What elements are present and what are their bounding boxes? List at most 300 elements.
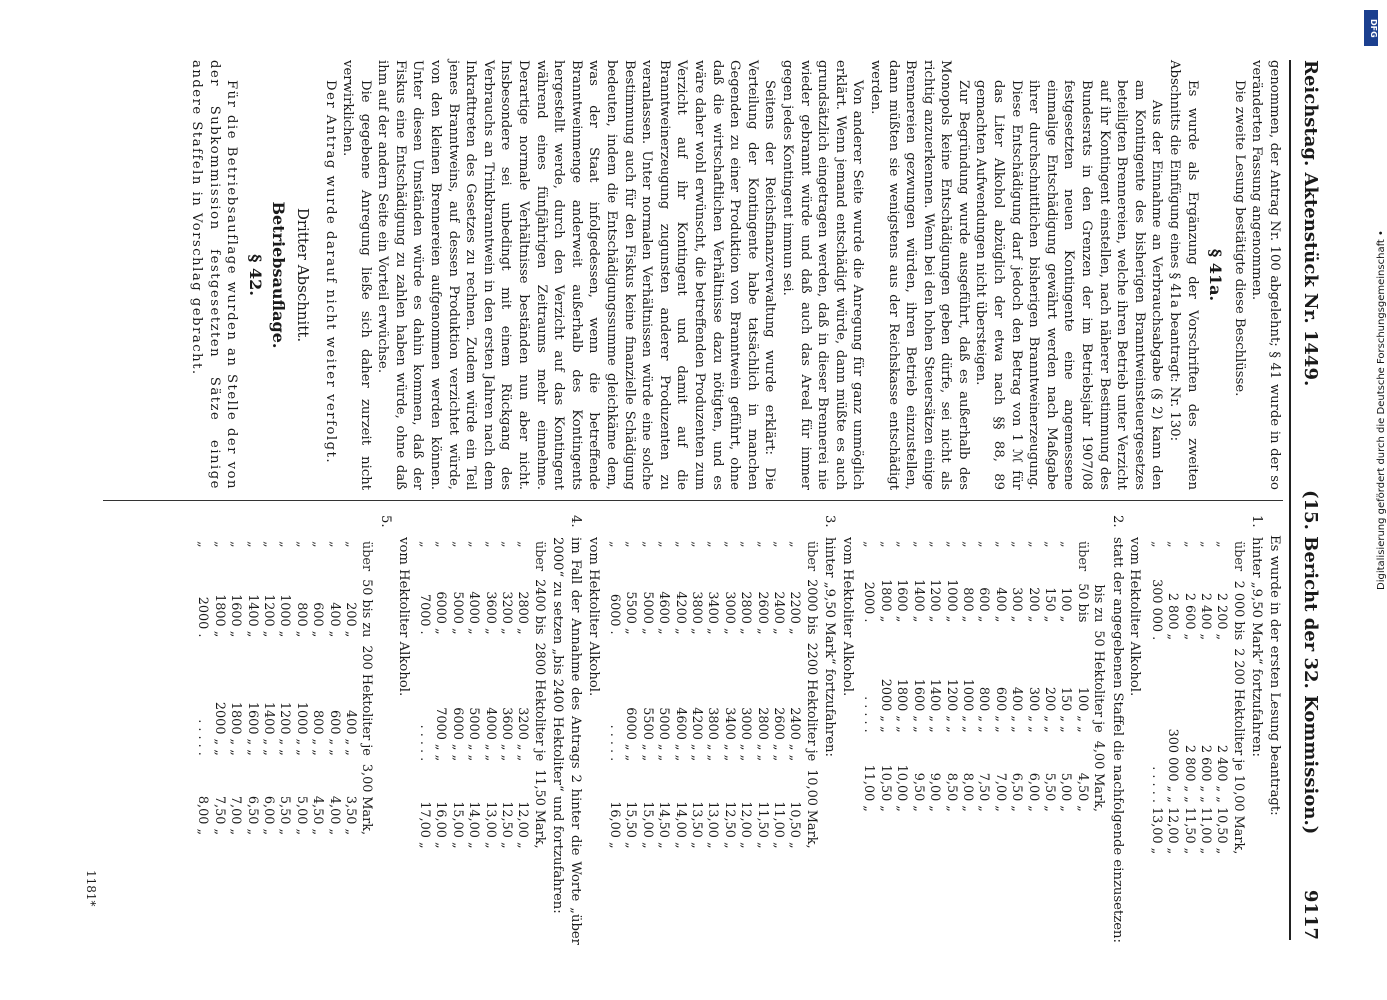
table-row — [893, 537, 909, 816]
table-cell: 15,50 „ — [623, 801, 639, 849]
table-cell: 15,00 „ — [449, 801, 465, 849]
table-cell: 200 Hektoliter je — [359, 645, 375, 756]
table-cell: 13,00 „ — [705, 801, 721, 849]
table-cell: 6,00 „ — [1025, 772, 1041, 812]
table-row — [638, 537, 654, 853]
table-cell: 3800 „ — [689, 591, 705, 635]
proposal-item — [1248, 515, 1266, 945]
table-cell: 10,50 „ — [787, 801, 803, 849]
table-cell: „ — [1009, 541, 1025, 548]
table-cell: „ — [343, 541, 358, 548]
proposal-item — [821, 515, 839, 945]
dfg-logo: DFG — [1364, 10, 1378, 46]
table-cell: 6000 . — [607, 593, 623, 635]
table-cell: 400 „ — [992, 587, 1008, 623]
table-cell: „ — [656, 541, 672, 548]
table-cell: 1000 „ — [277, 594, 293, 638]
table-cell: „ — [672, 541, 688, 548]
table-cell: 11,50 Mark, — [531, 769, 547, 849]
table-cell: „ — [1198, 541, 1213, 548]
table-cell: „ — [943, 541, 959, 548]
table-cell: 2600 „ „ — [771, 707, 787, 762]
table-row — [606, 537, 622, 853]
table-cell: „ — [705, 541, 721, 548]
table-row — [737, 537, 753, 853]
table-cell: . . . . . — [607, 724, 623, 762]
table-row — [481, 537, 497, 853]
table-cell: „ — [433, 541, 449, 548]
paragraph: Die gegebene Anregung ließe sich daher zurzeit nicht verwirklichen. — [340, 60, 373, 490]
table-cell: 1000 „ „ — [293, 701, 309, 756]
table-row — [786, 537, 802, 853]
table-cell: 5,00 „ — [293, 795, 309, 836]
table-cell: 5,50 „ — [277, 795, 293, 836]
table-cell: 1600 „ „ — [244, 701, 260, 756]
table-row — [622, 537, 638, 853]
table-cell: 5500 „ „ — [639, 707, 655, 762]
column-divider — [103, 500, 1283, 501]
table-cell: 200 „ „ — [1041, 686, 1057, 733]
table-cell: „ — [260, 541, 276, 548]
table-cell: 1600 „ „ — [910, 678, 926, 733]
table-cell: bis zu — [1091, 584, 1107, 623]
table-cell: 2000 . — [861, 581, 877, 623]
table-cell: 2800 „ — [738, 591, 754, 635]
section-heading: Betriebsauflage. — [269, 201, 289, 349]
rate-table — [1147, 537, 1245, 858]
table-cell: 300 „ — [1009, 587, 1025, 623]
table-cell: „ — [482, 541, 498, 548]
table-cell: 400 „ „ — [343, 710, 358, 756]
table-cell: 600 „ — [310, 602, 326, 638]
table-cell: „ — [910, 541, 926, 548]
table-cell: 5000 „ — [449, 591, 465, 635]
table-row — [1041, 537, 1057, 816]
table-cell: 50 bis zu — [359, 579, 375, 638]
table-cell: 150 „ — [1041, 587, 1057, 623]
table-cell: 2 600 „ — [1181, 592, 1197, 641]
table-cell: 2 800 „ „ 11,50 „ — [1181, 744, 1197, 855]
table-cell: „ — [927, 541, 943, 548]
table-cell: 1000 „ — [943, 579, 959, 623]
table-row — [325, 537, 341, 839]
paragraph: Es wurde als Ergänzung der Vorschriften des zweiten Abschnitts die Einfügung eines § 41a beantragt: Nr. 130: — [1167, 60, 1200, 490]
table-cell: 2800 „ „ — [754, 707, 770, 762]
rate-table — [416, 537, 547, 853]
table-cell: 1200 „ — [260, 594, 276, 638]
header-left: Reichstag. Aktenstück Nr. 1449. — [1300, 60, 1321, 387]
table-cell: „ — [754, 541, 770, 548]
table-cell: 2 400 „ — [1198, 592, 1213, 641]
table-cell: 2800 „ — [515, 591, 531, 635]
table-cell: 3200 „ „ — [515, 707, 531, 762]
table-cell: über — [1074, 541, 1090, 572]
page-number: 9117 — [1300, 889, 1321, 940]
table-cell: „ — [607, 541, 623, 548]
paragraph: Für die Betriebsauflage wurden an Stelle der von der Subkommission festgesetzten Sätze einige andere Staffeln in Vorschlag gebracht. — [188, 60, 240, 490]
table-cell: „ — [976, 541, 992, 548]
paragraph: Seitens der Reichsfinanzverwaltung wurde erklärt: Die Verteilung der Kontingente habe tatsächlich in manchen Gegenden zu einer Produktion von Branntwein geführt, ohne daß die wirtschaftlichen Verhältnisse dazu nötigten, und es wäre daher wohl erwünscht, die betreffenden Produzenten zum Verzicht auf ihr Kontingent und damit auf die Branntweinerzeugung zugunsten anderer Produzenten zu veranlassen. Unter normalen Verhältnissen würde eine solche Bestimmung auch für den Fiskus keine finanzielle Schädigung bedeuten, indem die Entschädigungssumme gleichkäme dem, was der Staat infolgedessen, wenn die betreffende Branntweinmenge anderweit außerhalb des Kontingents hergestellt werde, durch den Verzicht auf das Kontingent während eines fünfjährigen Zeitraums mehr einnehme. Derartige normale Verhältnisse beständen nun aber nicht. Insbesondere sei unbedingt mit einem Rückgang des Verbrauchs an Trinkbranntwein in den ersten Jahren nach dem Inkrafttreten des Gesetzes zu rechnen. Zudem würde ein Teil jenes Branntweins, auf dessen Produktion verzichtet würde, von den kleinen Brennereien aufgenommen werden können. Unter diesen Umständen würde es dahin kommen, daß der Fiskus eine Entschädigung zu zahlen haben würde, ohne daß ihm auf der andern Seite ein Vorteil erwüchse. — [375, 60, 778, 490]
table-row — [1090, 537, 1106, 816]
table-cell: 1800 „ „ — [894, 678, 910, 733]
table-cell: 2000 bis — [803, 579, 819, 635]
table-cell: 2400 „ — [771, 591, 787, 635]
table-cell: „ — [738, 541, 754, 548]
header-center: (15. Bericht der 32. Kommission.) — [1300, 490, 1321, 835]
table-row — [770, 537, 786, 853]
table-row — [942, 537, 958, 816]
table-cell: 7,00 „ — [228, 795, 244, 836]
table-cell: 4,50 „ — [1074, 772, 1090, 812]
table-footer: vom Hektoliter Alkohol. — [585, 537, 601, 697]
table-row — [1024, 537, 1040, 816]
table-row — [753, 537, 769, 853]
table-row — [276, 537, 292, 839]
table-cell: 1000 „ „ — [959, 678, 975, 733]
table-cell: 50 Hektoliter je — [1091, 630, 1107, 733]
table-cell: 12,50 „ — [499, 801, 515, 849]
table-row — [1213, 537, 1229, 858]
table-cell: 6,00 „ — [260, 795, 276, 836]
table-cell: . . . . . 13,00 „ — [1148, 766, 1164, 855]
table-cell: 400 „ „ — [1009, 686, 1025, 733]
table-cell: . . . . . — [195, 719, 211, 756]
table-cell: über — [359, 541, 375, 572]
table-cell: „ — [244, 541, 260, 548]
section-heading: § 41a. — [1206, 248, 1226, 302]
table-cell: 600 „ — [976, 587, 992, 623]
table-cell: „ — [721, 541, 737, 548]
table-cell: . . . . . — [861, 696, 877, 733]
table-cell: „ — [894, 541, 910, 548]
table-cell: 7000 „ „ — [433, 707, 449, 762]
table-cell: 1200 „ „ — [277, 701, 293, 756]
table-cell: „ — [466, 541, 482, 548]
table-row — [309, 537, 325, 839]
table-cell: „ — [787, 541, 803, 548]
table-row — [1197, 537, 1213, 858]
table-cell: 14,00 „ — [672, 801, 688, 849]
table-row — [243, 537, 259, 839]
table-cell: 12,50 „ — [721, 801, 737, 849]
proposal-item — [376, 515, 394, 945]
table-row — [260, 537, 276, 839]
table-cell: 4000 „ — [466, 591, 482, 635]
table-cell: „ — [277, 541, 293, 548]
table-row — [1147, 537, 1163, 858]
table-cell: 4,00 Mark, — [1091, 740, 1107, 812]
table-cell: 100 „ — [1058, 587, 1074, 623]
table-cell: 5,00 „ — [1058, 772, 1074, 812]
table-cell: 300 000 „ „ 12,00 „ — [1165, 728, 1181, 855]
table-row — [530, 537, 546, 853]
table-cell: 800 „ „ — [310, 710, 326, 756]
item-number: 5. — [378, 515, 393, 528]
table-row — [688, 537, 704, 853]
table-cell: „ — [195, 541, 211, 548]
proposal-item — [1108, 515, 1126, 945]
paragraph: Es wurde in der ersten Lesung beantragt: — [1267, 535, 1282, 816]
table-cell: 3000 „ — [721, 591, 737, 635]
table-cell: 2400 „ „ — [787, 707, 803, 762]
table-cell: 3,50 „ — [343, 795, 358, 836]
table-cell: 2 200 „ — [1214, 592, 1230, 641]
table-row — [358, 537, 374, 839]
paragraph: Zur Begründung wurde ausgeführt, daß es außerhalb des Monopols keine Entschädigungen geben dürfe, sei nicht als richtig anzuerkennen. Wenn bei den hohen Steuersätzen einige Brennereien gezwungen würden, ihren Betrieb einzustellen, dann müßten sie wenigstens aus der Reichskasse entschädigt werden. — [867, 60, 971, 490]
table-row — [416, 537, 432, 853]
part-heading: Dritter Abschnitt. — [293, 207, 312, 343]
table-cell: 1400 „ — [910, 579, 926, 623]
table-cell: 1800 „ — [211, 594, 227, 638]
table-cell: „ — [211, 541, 227, 548]
item-text: im Fall der Annahme des Antrags 2 hinter die Worte „über 2000“ zu setzen „bis 2400 Hektoliter“ und fortzufahren: — [550, 537, 584, 945]
table-cell: „ — [417, 541, 432, 548]
table-cell: 4000 „ „ — [482, 707, 498, 762]
table-cell: „ — [310, 541, 326, 548]
table-cell: . . . . . — [417, 724, 432, 762]
table-cell: „ — [228, 541, 244, 548]
table-cell: „ — [1058, 541, 1074, 548]
table-cell: „ — [992, 541, 1008, 548]
table-cell: 8,50 „ — [943, 772, 959, 812]
table-row — [1180, 537, 1196, 858]
table-row — [1057, 537, 1073, 816]
table-cell: 800 „ — [959, 587, 975, 623]
table-cell: „ — [1041, 541, 1057, 548]
table-cell: „ — [1181, 541, 1197, 548]
table-row — [975, 537, 991, 816]
table-cell: 14,50 „ — [656, 801, 672, 849]
table-cell: 1800 „ „ — [228, 701, 244, 756]
table-cell: 7,00 „ — [992, 772, 1008, 812]
table-row — [292, 537, 308, 839]
table-cell: 4600 „ „ — [672, 707, 688, 762]
table-cell: 4200 „ „ — [689, 707, 705, 762]
table-row — [671, 537, 687, 853]
rate-table — [194, 537, 374, 839]
table-cell: 3600 „ „ — [499, 707, 515, 762]
table-cell: 1400 „ „ — [260, 701, 276, 756]
table-row — [959, 537, 975, 816]
table-cell: 3400 „ „ — [721, 707, 737, 762]
table-cell: 2 000 bis — [1230, 580, 1246, 641]
table-cell: 4600 „ — [656, 591, 672, 635]
page-header — [1289, 60, 1325, 940]
table-cell: „ — [689, 541, 705, 548]
table-row — [991, 537, 1007, 816]
table-cell: 17,00 „ — [417, 801, 432, 849]
table-cell: 2 200 Hektoliter je 10,00 Mark, — [1230, 648, 1246, 855]
table-row — [210, 537, 226, 839]
table-cell: „ — [1165, 541, 1181, 548]
table-cell: 800 „ — [293, 602, 309, 638]
rate-table — [606, 537, 819, 853]
table-cell: 10,50 „ — [877, 764, 893, 812]
table-row — [926, 537, 942, 816]
section-heading: § 42. — [245, 254, 265, 296]
table-cell: 3600 „ — [482, 591, 498, 635]
table-cell: 2 400 „ „ 10,50 „ — [1214, 744, 1230, 855]
table-cell: 1200 „ — [927, 579, 943, 623]
table-cell: 2 600 „ „ 11,00 „ — [1198, 744, 1213, 855]
table-cell: 2000 „ „ — [211, 701, 227, 756]
table-cell: 12,00 „ — [515, 801, 531, 849]
table-cell: 5000 „ „ — [466, 707, 482, 762]
table-cell: 6,50 „ — [244, 795, 260, 836]
table-cell: 300 „ „ — [1025, 686, 1041, 733]
item-number: 2. — [1109, 515, 1125, 528]
table-cell: 1600 „ — [894, 579, 910, 623]
rate-table — [860, 537, 1106, 816]
table-cell: 100 „ „ — [1074, 686, 1090, 733]
table-cell: „ — [1148, 541, 1164, 548]
table-cell: „ — [515, 541, 531, 548]
table-footer: vom Hektoliter Alkohol. — [395, 537, 411, 697]
table-cell: 11,00 „ — [861, 764, 877, 812]
table-cell: „ — [639, 541, 655, 548]
table-cell: „ — [293, 541, 309, 548]
table-row — [1073, 537, 1089, 816]
table-cell: „ — [449, 541, 465, 548]
table-cell: 400 „ — [326, 602, 342, 638]
table-cell: 2 800 „ — [1165, 592, 1181, 641]
paragraph: genommen, der Antrag Nr. 100 abgelehnt; § 41 wurde in der so veränderten Fassung angenommen. — [1249, 60, 1282, 490]
table-row — [432, 537, 448, 853]
table-cell: 15,00 „ — [639, 801, 655, 849]
item-number: 4. — [568, 515, 584, 528]
table-row — [655, 537, 671, 853]
table-row — [1229, 537, 1245, 858]
item-text: statt der angegebenen Staffel die nachfolgende einzusetzen: — [1109, 537, 1125, 943]
proposal-item — [549, 515, 584, 945]
table-cell: 2400 bis — [531, 579, 547, 635]
table-cell: 7,50 „ — [976, 772, 992, 812]
table-cell: 50 bis — [1074, 583, 1090, 623]
table-cell: 2800 Hektoliter je — [531, 642, 547, 762]
table-row — [720, 537, 736, 853]
table-cell: 8,00 „ — [195, 795, 211, 836]
table-cell: 11,50 „ — [754, 801, 770, 849]
table-cell: 1600 „ — [228, 594, 244, 638]
table-cell: 9,50 „ — [910, 772, 926, 812]
table-cell: 4200 „ — [672, 591, 688, 635]
table-row — [514, 537, 530, 853]
paragraph: Der Antrag wurde darauf nicht weiter verfolgt. — [322, 80, 338, 465]
table-cell: 16,00 „ — [607, 801, 623, 849]
table-cell: 200 „ — [343, 602, 358, 638]
table-row — [704, 537, 720, 853]
table-row — [342, 537, 358, 839]
table-cell: 600 „ „ — [326, 710, 342, 756]
table-cell: „ — [1214, 541, 1230, 548]
table-cell: „ — [861, 541, 877, 548]
table-cell: 11,00 „ — [771, 801, 787, 849]
table-row — [465, 537, 481, 853]
table-cell: 6,50 „ — [1009, 772, 1025, 812]
table-cell: über — [531, 541, 547, 572]
table-cell: „ — [623, 541, 639, 548]
paragraph: Aus der Einnahme an Verbrauchsabgabe (§ 2) kann den am Kontingente des bisherigen Branntweinsteuergesetzes beteiligten Brennereien, welche ihren Betrieb unter Verzicht auf ihr Kontingent einstellen, nach näherer Bestimmung des Bundesrats in den Grenzen der im Betriebsjahr 1907/08 festgesetzten neuen Kontingente eine angemessene einmalige Entschädigung gewährt werden nach Maßgabe ihrer durchschnittlichen bisherigen Branntweinerzeugung. Diese Entschädigung darf jedoch den Betrag von 1 ℳ für das Liter Alkohol abzüglich der etwa nach §§ 88, 89 gemachten Aufwendungen nicht übersteigen. — [973, 80, 1165, 490]
table-cell: 8,00 „ — [959, 772, 975, 812]
table-row — [194, 537, 210, 839]
table-row — [498, 537, 514, 853]
table-cell: 4,50 „ — [310, 795, 326, 836]
table-cell: 16,00 „ — [433, 801, 449, 849]
table-cell: 13,50 „ — [689, 801, 705, 849]
table-cell: 1400 „ „ — [927, 678, 943, 733]
table-cell: 200 „ — [1025, 587, 1041, 623]
table-cell: 5000 „ „ — [656, 707, 672, 762]
table-cell: 10,00 Mark, — [803, 769, 819, 849]
table-cell: 9,00 „ — [927, 772, 943, 812]
table-cell: 6000 „ — [433, 591, 449, 635]
paragraph: Die zweite Lesung bestätigte diese Beschlüsse. — [1231, 80, 1247, 397]
table-cell: 3200 „ — [499, 591, 515, 635]
table-cell: 2200 Hektoliter je — [803, 642, 819, 762]
table-cell: „ — [959, 541, 975, 548]
item-text: hinter „9,50 Mark“ fortzufahren: — [822, 537, 838, 757]
right-column — [190, 515, 1283, 945]
table-cell: „ — [877, 541, 893, 548]
table-cell: 2600 „ — [754, 591, 770, 635]
table-row — [1008, 537, 1024, 816]
table-cell: 2200 „ — [787, 591, 803, 635]
table-cell: 13,00 „ — [482, 801, 498, 849]
table-row — [909, 537, 925, 816]
item-number: 3. — [822, 515, 838, 528]
table-footer: vom Hektoliter Alkohol. — [840, 537, 856, 697]
table-cell: 3,00 Mark, — [359, 763, 375, 836]
table-cell: 14,00 „ — [466, 801, 482, 849]
table-row — [448, 537, 464, 853]
table-cell: 12,00 „ — [738, 801, 754, 849]
table-cell: 2000 „ „ — [877, 678, 893, 733]
table-cell: 3000 „ „ — [738, 707, 754, 762]
table-cell: 6000 „ „ — [623, 707, 639, 762]
table-cell: „ — [1025, 541, 1041, 548]
table-cell: über — [803, 541, 819, 572]
table-row — [860, 537, 876, 816]
item-number: 1. — [1249, 515, 1265, 528]
table-cell: 2000 . — [195, 596, 211, 638]
table-cell: „ — [771, 541, 787, 548]
table-cell: „ — [326, 541, 342, 548]
table-cell: 150 „ „ — [1058, 686, 1074, 733]
table-cell — [1090, 537, 1106, 575]
table-footer: vom Hektoliter Alkohol. — [1127, 537, 1143, 697]
table-cell: über — [1230, 541, 1246, 572]
table-cell: 1800 „ — [877, 579, 893, 623]
table-cell: 10,00 „ — [894, 764, 910, 812]
item-text: hinter „9,50 Mark“ fortzufahren: — [1249, 537, 1265, 757]
table-row — [803, 537, 819, 853]
table-cell: 3800 „ „ — [705, 707, 721, 762]
table-row — [227, 537, 243, 839]
table-cell: 7000 . — [417, 593, 432, 635]
table-cell: 1200 „ „ — [943, 678, 959, 733]
table-cell: 4,00 „ — [326, 795, 342, 836]
table-cell: 1400 „ — [244, 594, 260, 638]
table-row — [1164, 537, 1180, 858]
table-cell: 3400 „ — [705, 591, 721, 635]
table-cell: 6000 „ „ — [449, 707, 465, 762]
table-row — [877, 537, 893, 816]
signature-mark: 1181* — [84, 870, 98, 907]
digitization-credit: Digitalisierung gefördert durch die Deutsche Forschungsgemeinschaft • — [1376, 230, 1387, 590]
table-cell: 7,50 „ — [211, 795, 227, 836]
table-cell: 5000 „ — [639, 591, 655, 635]
left-column — [187, 60, 1283, 490]
